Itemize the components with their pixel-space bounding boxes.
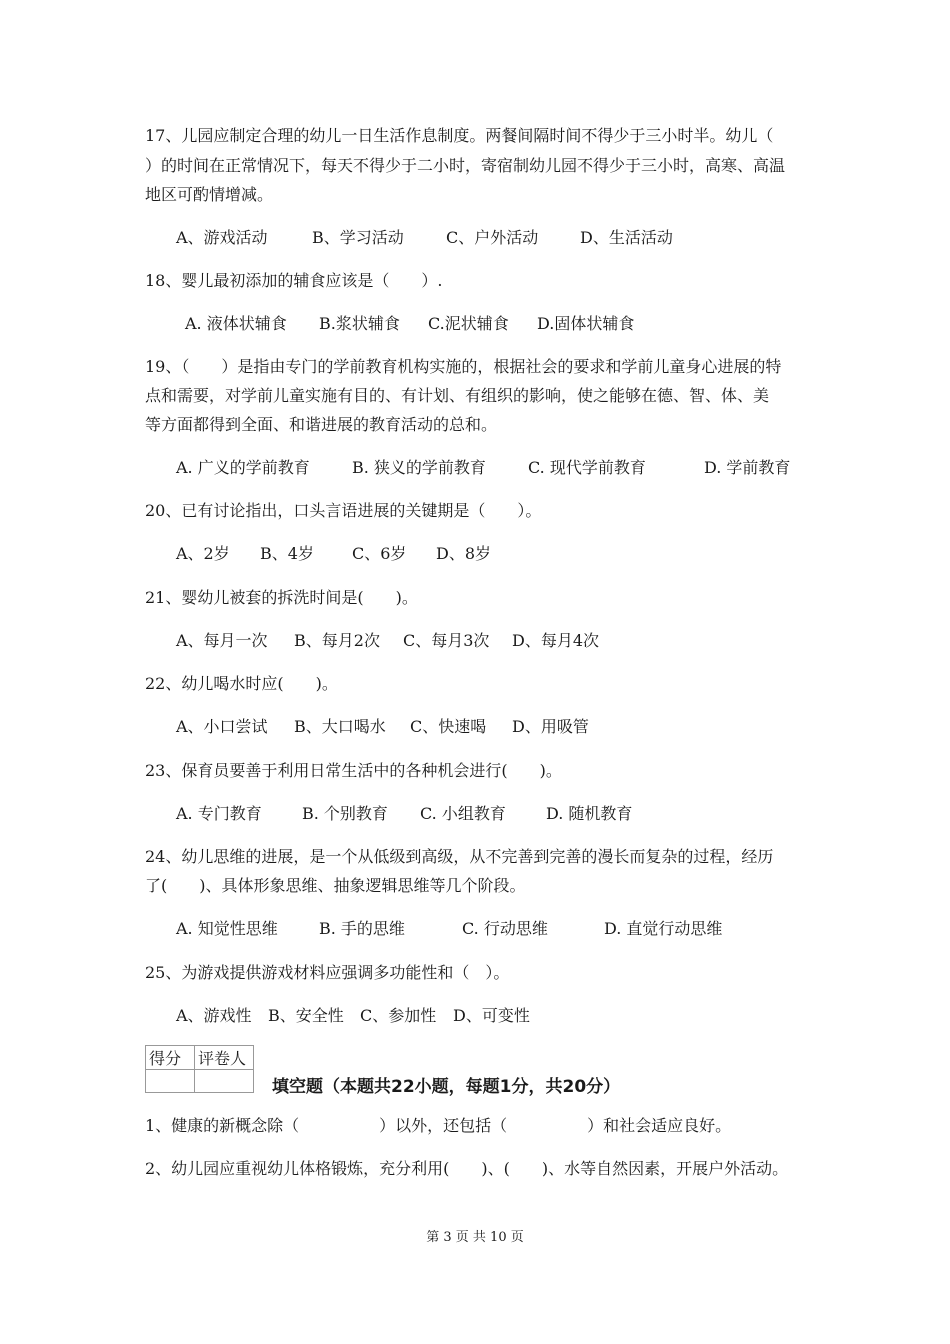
question-20-line-1: 20、已有讨论指出，口头言语进展的关键期是（ ）。 — [145, 501, 542, 520]
fill-question-2: 2、幼儿园应重视幼儿体格锻炼，充分利用( )、( )、水等自然因素，开展户外活动。 — [145, 1159, 789, 1178]
question-18-line-1: 18、婴儿最初添加的辅食应该是（ ）. — [145, 271, 443, 290]
question-25-line-1: 25、为游戏提供游戏材料应强调多功能性和（ ）。 — [145, 963, 510, 982]
question-17-line-3: 地区可酌情增减。 — [145, 185, 274, 204]
question-17-line-2: ）的时间在正常情况下，每天不得少于二小时，寄宿制幼儿园不得少于三小时，高寒、高温 — [145, 156, 786, 175]
section-title: 填空题（本题共22小题，每题1分，共20分） — [272, 1077, 621, 1097]
question-23-line-1: 23、保育员要善于利用日常生活中的各种机会进行( )。 — [145, 761, 562, 780]
option-24-d: D. 直觉行动思维 — [604, 919, 723, 938]
score-header: 得分 — [146, 1046, 195, 1070]
option-25-b: B、安全性 — [268, 1006, 344, 1025]
option-22-d: D、用吸管 — [512, 717, 589, 736]
option-25-c: C、参加性 — [360, 1006, 437, 1025]
page-footer: 第 3 页 共 10 页 — [426, 1230, 524, 1245]
question-19-line-2: 点和需要，对学前儿童实施有目的、有计划、有组织的影响，使之能够在德、智、体、美 — [145, 386, 770, 405]
grader-cell — [195, 1070, 254, 1093]
grader-header: 评卷人 — [195, 1046, 254, 1070]
question-17-line-1: 17、儿园应制定合理的幼儿一日生活作息制度。两餐间隔时间不得少于三小时半。幼儿（ — [145, 126, 774, 145]
option-22-c: C、快速喝 — [410, 717, 487, 736]
option-21-d: D、每月4次 — [512, 631, 600, 650]
option-21-a: A、每月一次 — [176, 631, 268, 650]
option-24-a: A. 知觉性思维 — [176, 919, 278, 938]
option-17-c: C、户外活动 — [446, 228, 539, 247]
option-20-c: C、6岁 — [352, 544, 407, 563]
option-23-d: D. 随机教育 — [546, 804, 633, 823]
question-24-line-2: 了( )、具体形象思维、抽象逻辑思维等几个阶段。 — [145, 876, 526, 895]
option-22-a: A、小口尝试 — [176, 717, 268, 736]
option-18-d: D.固体状辅食 — [537, 314, 635, 333]
fill-question-1: 1、健康的新概念除（ ）以外，还包括（ ）和社会适应良好。 — [145, 1116, 732, 1135]
option-24-c: C. 行动思维 — [462, 919, 548, 938]
option-23-b: B. 个别教育 — [302, 804, 388, 823]
option-18-b: B.浆状辅食 — [319, 314, 400, 333]
option-25-a: A、游戏性 — [176, 1006, 252, 1025]
question-19-line-1: 19、（ ）是指由专门的学前教育机构实施的，根据社会的要求和学前儿童身心进展的特 — [145, 357, 782, 376]
question-22-line-1: 22、幼儿喝水时应( )。 — [145, 674, 338, 693]
option-19-d: D. 学前教育 — [704, 458, 791, 477]
option-22-b: B、大口喝水 — [294, 717, 386, 736]
option-24-b: B. 手的思维 — [319, 919, 405, 938]
option-17-b: B、学习活动 — [312, 228, 404, 247]
option-17-a: A、游戏活动 — [176, 228, 268, 247]
option-23-a: A. 专门教育 — [176, 804, 262, 823]
option-23-c: C. 小组教育 — [420, 804, 506, 823]
option-21-b: B、每月2次 — [294, 631, 380, 650]
question-24-line-1: 24、幼儿思维的进展，是一个从低级到高级，从不完善到完善的漫长而复杂的过程，经历 — [145, 847, 774, 866]
score-table — [145, 1045, 254, 1093]
option-17-d: D、生活活动 — [580, 228, 673, 247]
option-19-b: B. 狭义的学前教育 — [352, 458, 486, 477]
option-20-b: B、4岁 — [260, 544, 314, 563]
option-20-a: A、2岁 — [176, 544, 230, 563]
option-18-a: A. 液体状辅食 — [185, 314, 287, 333]
score-cell — [146, 1070, 195, 1093]
option-21-c: C、每月3次 — [403, 631, 490, 650]
question-19-line-3: 等方面都得到全面、和谐进展的教育活动的总和。 — [145, 415, 498, 434]
option-25-d: D、可变性 — [453, 1006, 530, 1025]
option-19-c: C. 现代学前教育 — [528, 458, 646, 477]
option-18-c: C.泥状辅食 — [428, 314, 509, 333]
option-20-d: D、8岁 — [436, 544, 492, 563]
question-21-line-1: 21、婴幼儿被套的拆洗时间是( )。 — [145, 588, 418, 607]
option-19-a: A. 广义的学前教育 — [176, 458, 310, 477]
